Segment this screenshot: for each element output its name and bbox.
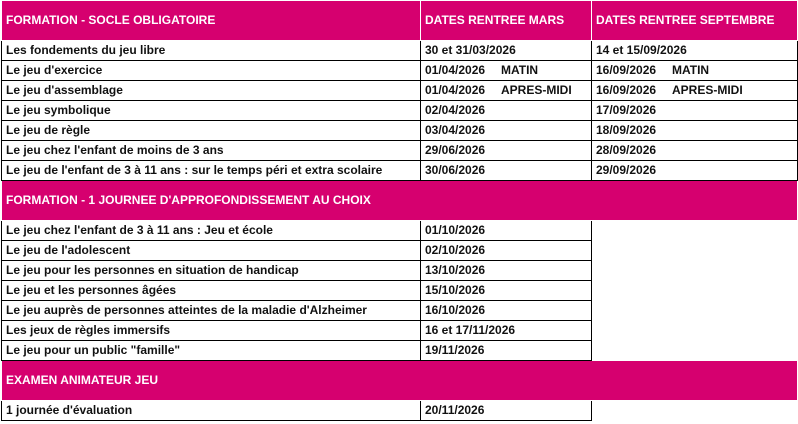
- table-row: [2, 261, 798, 281]
- table-row: [2, 401, 798, 421]
- empty-cell: [592, 341, 798, 361]
- formation-name: Le jeu symbolique: [2, 101, 421, 121]
- formation-table: [1, 0, 798, 421]
- slot-label: APRES-MIDI: [501, 83, 572, 97]
- table-row: [2, 221, 798, 241]
- date-value: 16/10/2026: [421, 301, 592, 321]
- formation-name: Les jeux de règles immersifs: [2, 321, 421, 341]
- table-row: [2, 321, 798, 341]
- formation-name: Le jeu d'exercice: [2, 61, 421, 81]
- formation-name: Le jeu chez l'enfant de moins de 3 ans: [2, 141, 421, 161]
- slot-label: MATIN: [501, 63, 539, 77]
- date-value: 19/11/2026: [421, 341, 592, 361]
- date-septembre: [592, 61, 798, 81]
- slot-label: MATIN: [672, 63, 710, 77]
- date-value: 01/04/2026: [425, 63, 486, 77]
- section-title: EXAMEN ANIMATEUR JEU: [2, 361, 798, 401]
- section-title: FORMATION - 1 JOURNEE D'APPROFONDISSEMENT AU CHOIX: [2, 181, 798, 221]
- formation-name: 1 journée d'évaluation: [2, 401, 421, 421]
- date-value: 13/10/2026: [421, 261, 592, 281]
- column-header-mars: DATES RENTREE MARS: [421, 1, 592, 41]
- date-value: 30 et 31/03/2026: [425, 43, 516, 57]
- date-mars: 30/06/2026: [421, 161, 592, 181]
- date-value: 16 et 17/11/2026: [421, 321, 592, 341]
- table-row: [2, 301, 798, 321]
- date-mars: [421, 81, 592, 101]
- date-value: 20/11/2026: [421, 401, 592, 421]
- date-septembre: 29/09/2026: [592, 161, 798, 181]
- date-mars: [421, 41, 592, 61]
- empty-cell: [592, 281, 798, 301]
- empty-cell: [592, 321, 798, 341]
- date-value: 16/09/2026: [596, 63, 657, 77]
- date-mars: 02/04/2026: [421, 101, 592, 121]
- date-mars: 29/06/2026: [421, 141, 592, 161]
- empty-cell: [592, 261, 798, 281]
- section-header-approfondissement: [2, 181, 798, 221]
- table-row: [2, 41, 798, 61]
- date-value: 14 et 15/09/2026: [596, 43, 687, 57]
- formation-name: Le jeu pour un public "famille": [2, 341, 421, 361]
- table-row: [2, 281, 798, 301]
- section-header-socle: [2, 1, 798, 41]
- table-row: [2, 61, 798, 81]
- table-row: [2, 81, 798, 101]
- date-value: 16/09/2026: [596, 83, 657, 97]
- empty-cell: [592, 241, 798, 261]
- date-value: 02/10/2026: [421, 241, 592, 261]
- section-header-examen: [2, 361, 798, 401]
- date-value: 01/04/2026: [425, 83, 486, 97]
- date-septembre: 18/09/2026: [592, 121, 798, 141]
- date-value: 15/10/2026: [421, 281, 592, 301]
- formation-name: Les fondements du jeu libre: [2, 41, 421, 61]
- empty-cell: [592, 301, 798, 321]
- table-row: [2, 241, 798, 261]
- section-title: FORMATION - SOCLE OBLIGATOIRE: [2, 1, 421, 41]
- table-row: [2, 101, 798, 121]
- formation-name: Le jeu de l'adolescent: [2, 241, 421, 261]
- table-row: [2, 141, 798, 161]
- formation-name: Le jeu pour les personnes en situation de handicap: [2, 261, 421, 281]
- date-septembre: [592, 41, 798, 61]
- date-septembre: 28/09/2026: [592, 141, 798, 161]
- date-value: 01/10/2026: [421, 221, 592, 241]
- table-row: [2, 121, 798, 141]
- empty-cell: [592, 401, 798, 421]
- date-mars: [421, 61, 592, 81]
- formation-name: Le jeu de l'enfant de 3 à 11 ans : sur le temps péri et extra scolaire: [2, 161, 421, 181]
- formation-name: Le jeu auprès de personnes atteintes de la maladie d'Alzheimer: [2, 301, 421, 321]
- date-mars: 03/04/2026: [421, 121, 592, 141]
- formation-name: Le jeu chez l'enfant de 3 à 11 ans : Jeu et école: [2, 221, 421, 241]
- table-row: [2, 341, 798, 361]
- formation-name: Le jeu de règle: [2, 121, 421, 141]
- formation-name: Le jeu et les personnes âgées: [2, 281, 421, 301]
- formation-name: Le jeu d'assemblage: [2, 81, 421, 101]
- table-row: [2, 161, 798, 181]
- date-septembre: 17/09/2026: [592, 101, 798, 121]
- column-header-septembre: DATES RENTREE SEPTEMBRE: [592, 1, 798, 41]
- empty-cell: [592, 221, 798, 241]
- slot-label: APRES-MIDI: [672, 83, 743, 97]
- date-septembre: [592, 81, 798, 101]
